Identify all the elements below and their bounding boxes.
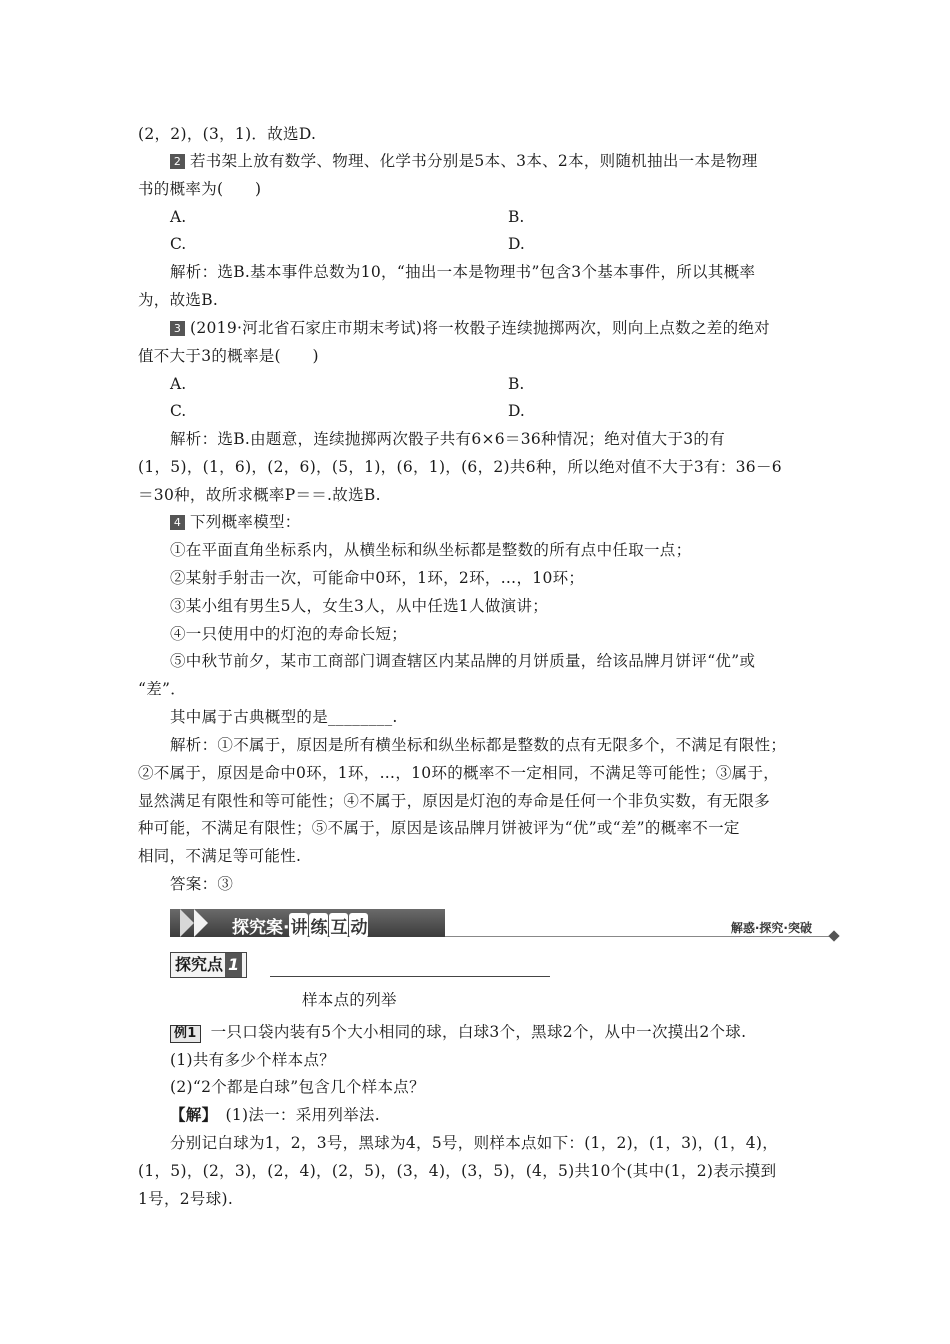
option-d: D. [508,235,525,253]
text-line: 一只口袋内装有5个大小相同的球，白球3个，黑球2个，从中一次摸出2个球. [210,1023,747,1041]
text-line: 分别记白球为1，2，3号，黑球为4，5号，则样本点如下：(1，2)，(1，3)，(1，4)， [170,1134,779,1152]
text-line: 1号，2号球). [138,1190,234,1208]
text-line: 相同，不满足等可能性. [138,847,302,865]
banner-title-char: 互 [329,913,348,938]
text-line: (2，2)，(3，1)．故选D. [138,125,317,143]
text-line: 解析：选B.由题意，连续抛掷两次骰子共有6×6＝36种情况；绝对值大于3的有 [170,430,726,448]
banner-subtitle: 解惑·探究·突破 [730,921,812,935]
point-number: 1 [225,953,242,977]
text-line: ④一只使用中的灯泡的寿命长短； [170,625,408,643]
banner-title [232,913,369,938]
text-line: 下列概率模型： [190,513,301,531]
section-banner [170,905,838,941]
question-number-badge: 3 [170,321,185,336]
chevron-right-icon [194,909,208,937]
text-line: 解析：选B.基本事件总数为10，“抽出一本是物理书”包含3个基本事件，所以其概率 [170,263,756,281]
option-c: C. [170,235,187,253]
section-point-header [170,952,550,978]
text-line: 书的概率为( ) [138,180,262,198]
text-line: (1)法一：采用列举法. [225,1106,380,1124]
text-line: 解析：①不属于，原因是所有横坐标和纵坐标都是整数的点有无限多个，不满足有限性； [170,736,787,754]
question-2 [170,151,850,171]
example-line [170,1022,850,1043]
text-line: 其中属于古典概型的是________. [170,708,398,726]
text-line: ②不属于，原因是命中0环，1环，…，10环的概率不一定相同，不满足等可能性；③属于， [138,764,780,782]
question-number-badge: 2 [170,154,185,169]
option-d: D. [508,402,525,420]
question-number-badge: 4 [170,515,185,530]
text-line: (2019·河北省石家庄市期末考试)将一枚骰子连续抛掷两次，则向上点数之差的绝对 [190,319,770,337]
text-line: (1，5)，(2，3)，(2，4)，(2，5)，(3，4)，(3，5)，(4，5)共10个(其中(1，2)表示摸到 [138,1162,777,1180]
text-line: 显然满足有限性和等可能性；④不属于，原因是灯泡的寿命是任何一个非负实数，有无限多 [138,792,771,810]
option-a: A. [170,208,187,226]
point-label-text: 探究点 [175,955,224,974]
text-line: ＝30种，故所求概率P＝＝.故选B. [138,486,381,504]
option-b: B. [508,208,525,226]
option-c: C. [170,402,187,420]
text-line: 值不大于3的概率是( ) [138,347,319,365]
text-line: 若书架上放有数学、物理、化学书分别是5本、3本、2本，则随机抽出一本是物理 [190,152,758,170]
text-line: ③某小组有男生5人，女生3人，从中任选1人做演讲； [170,597,549,615]
divider [270,976,550,977]
text-line: (1，5)，(1，6)，(2，6)，(5，1)，(6，1)，(6，2)共6种，所以绝对值不大于3有：36－6 [138,458,782,476]
option-b: B. [508,375,525,393]
diamond-icon [828,930,839,941]
solution-tag: 【解】 [170,1105,210,1124]
banner-title-part: 探究案· [232,918,290,938]
question-4 [170,512,850,532]
text-line: “差”． [138,680,187,698]
example-tag: 例1 [170,1025,201,1043]
text-line: (2)“2个都是白球”包含几个样本点？ [170,1078,425,1096]
question-3 [170,318,850,338]
text-line: 为，故选B. [138,291,219,309]
text-line: ②某射手射击一次，可能命中0环，1环，2环，…，10环； [170,569,585,587]
section-subtitle: 样本点的列举 [302,991,397,1009]
text-line: (1)共有多少个样本点？ [170,1051,336,1069]
answer-line: 答案：③ [170,875,234,893]
text-line: 种可能，不满足有限性；⑤不属于，原因是该品牌月饼被评为“优”或“差”的概率不一定 [138,819,740,837]
text-line: ①在平面直角坐标系内，从横坐标和纵坐标都是整数的所有点中任取一点； [170,541,692,559]
banner-title-char: 练 [309,913,328,938]
point-label [170,952,247,978]
text-line: ⑤中秋节前夕，某市工商部门调查辖区内某品牌的月饼质量，给该品牌月饼评“优”或 [170,652,756,670]
chevron-right-icon [180,909,194,937]
banner-title-char: 动 [349,913,368,938]
solution-line [170,1105,850,1125]
banner-title-char: 讲 [289,913,308,938]
divider [445,936,830,937]
option-a: A. [170,375,187,393]
